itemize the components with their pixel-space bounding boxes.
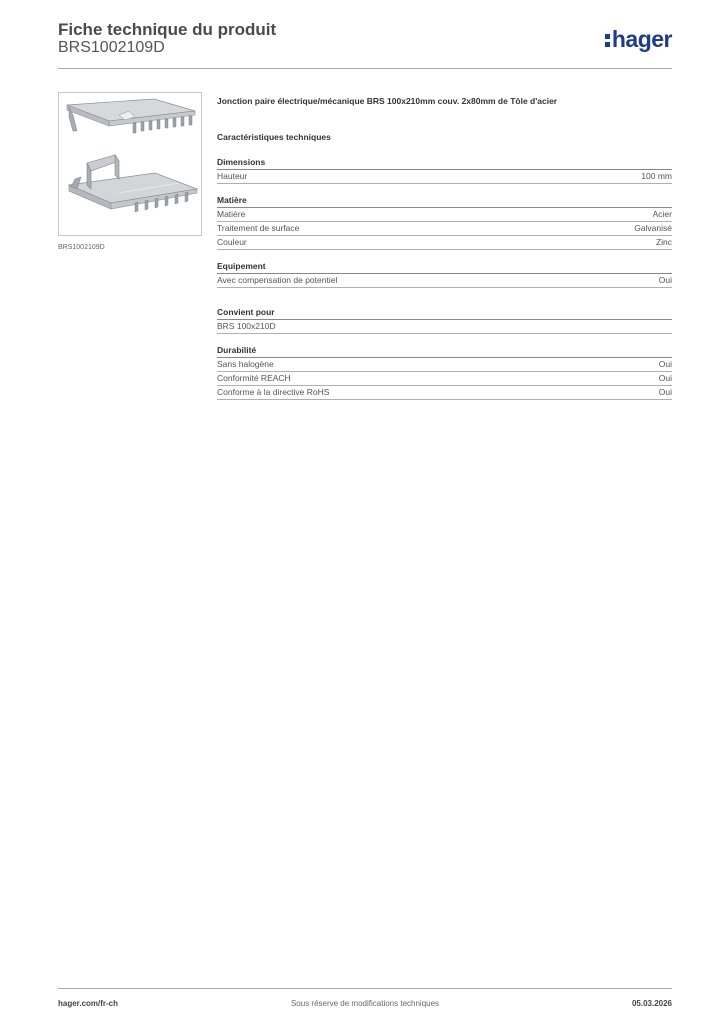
product-illustration [59, 93, 201, 235]
spec-label: Conforme à la directive RoHS [217, 387, 330, 397]
spec-row [217, 274, 672, 288]
section-title: Matière [217, 195, 672, 208]
section-title: Dimensions [217, 157, 672, 170]
spec-row [217, 320, 672, 334]
page-footer [58, 988, 672, 1009]
spec-value: 100 mm [641, 171, 672, 181]
spec-value: Oui [658, 359, 672, 369]
page-header [58, 20, 672, 69]
spec-row [217, 372, 672, 386]
tech-heading: Caractéristiques techniques [217, 132, 331, 142]
spec-label: Traitement de surface [217, 223, 300, 233]
spec-value: Acier [652, 209, 672, 219]
spec-label: Sans halogène [217, 359, 274, 369]
footer-notice: Sous réserve de modifications techniques [290, 999, 440, 1008]
spec-value: Oui [658, 387, 672, 397]
section-title: Equipement [217, 261, 672, 274]
spec-label: BRS 100x210D [217, 321, 276, 331]
spec-row [217, 170, 672, 184]
spec-row [217, 236, 672, 250]
spec-label: Avec compensation de potentiel [217, 275, 338, 285]
section-matiere [217, 195, 672, 250]
product-description: Jonction paire électrique/mécanique BRS 100x210mm couv. 2x80mm de Tôle d'acier [217, 96, 558, 106]
product-image [58, 92, 202, 236]
section-durabilite [217, 345, 672, 400]
product-code: BRS1002109D [58, 39, 165, 56]
spec-value: Oui [658, 275, 672, 285]
section-title: Durabilité [217, 345, 672, 358]
image-caption: BRS1002109D [58, 244, 105, 251]
spec-row [217, 386, 672, 400]
section-equipement [217, 261, 672, 288]
page-title: Fiche technique du produit [58, 20, 277, 39]
footer-date: 05.03.2026 [631, 999, 672, 1008]
section-convient [217, 307, 672, 334]
section-title: Convient pour [217, 307, 672, 320]
logo-text: hager [611, 26, 672, 52]
spec-value: Zinc [655, 237, 672, 247]
spec-row [217, 208, 672, 222]
logo-colon-mark [605, 32, 610, 48]
spec-row [217, 222, 672, 236]
spec-label: Conformité REACH [217, 373, 291, 383]
website-link[interactable]: hager.com/fr-ch [58, 999, 119, 1008]
spec-row [217, 358, 672, 372]
spec-label: Matière [217, 209, 246, 219]
spec-value: Oui [658, 373, 672, 383]
spec-label: Hauteur [217, 171, 248, 181]
spec-value: Galvanisé [634, 223, 672, 233]
hager-logo [605, 26, 672, 53]
spec-content [217, 96, 672, 411]
spec-label: Couleur [217, 237, 247, 247]
section-dimensions [217, 157, 672, 184]
